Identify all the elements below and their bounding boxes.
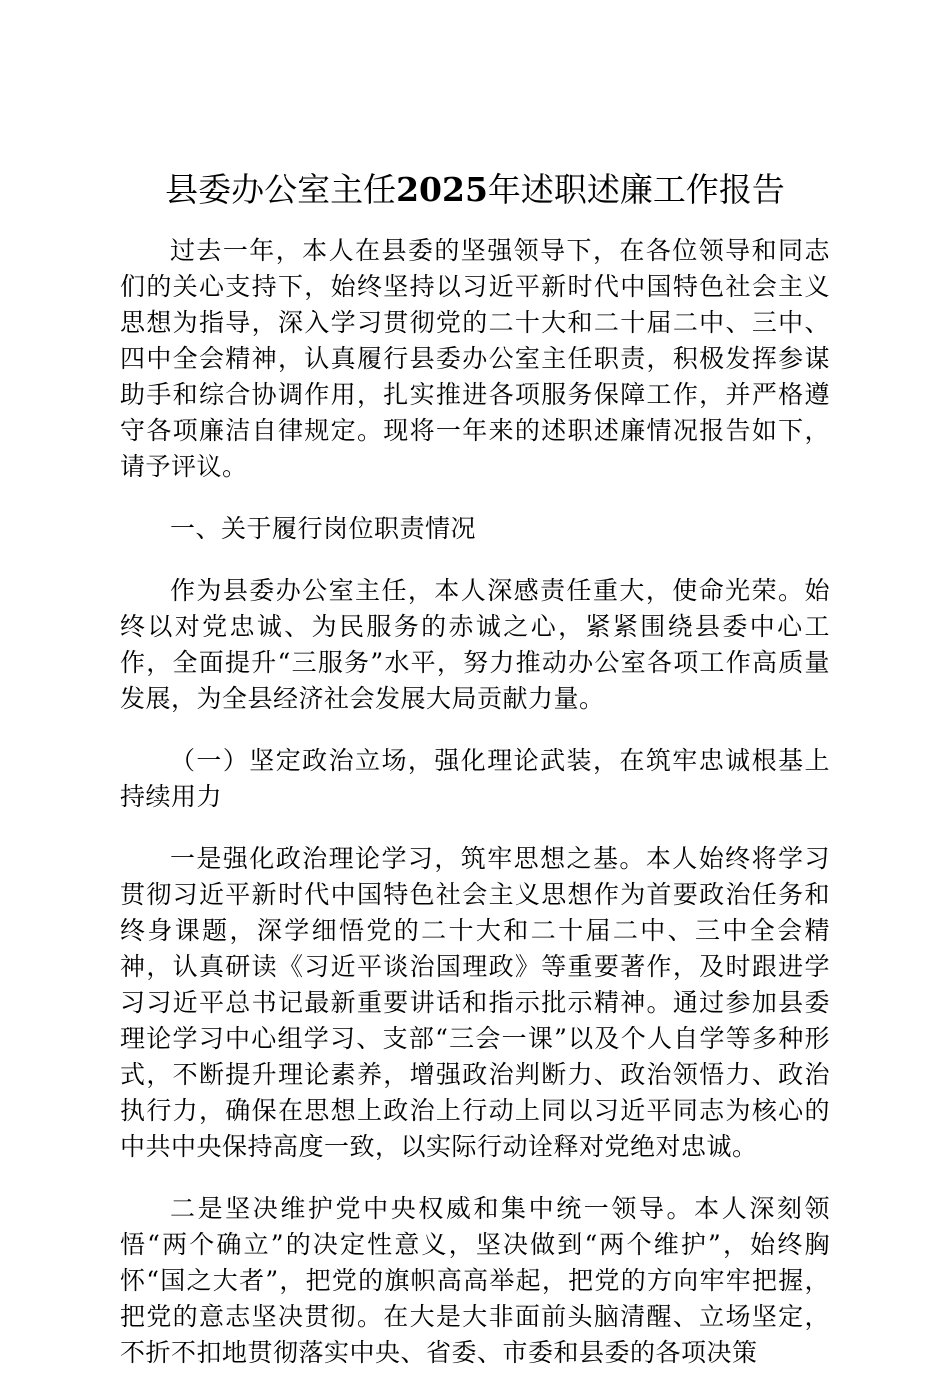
section-intro-paragraph: 作为县委办公室主任，本人深感责任重大，使命光荣。始终以对党忠诚、为民服务的赤诚之心，紧紧围绕县委中心工作，全面提升“三服务”水平，努力推动办公室各项工作高质量发展，为全县经济社会发展大局贡献力量。 — [120, 576, 830, 713]
subsection-heading-political: （一）坚定政治立场，强化理论武装，在筑牢忠诚根基上持续用力 — [120, 746, 830, 811]
body-paragraph-central-authority: 二是坚决维护党中央权威和集中统一领导。本人深刻领悟“两个确立”的决定性意义，坚决做到“两个维护”，始终胸怀“国之大者”，把党的旗帜高高举起，把党的方向牢牢把握，把党的意志坚决贯彻。在大是大非面前头脑清醒、立场坚定，不折不扣地贯彻落实中央、省委、市委和县委的各项决策 — [120, 1194, 830, 1367]
document-title — [0, 164, 950, 216]
title-year: 2025 — [396, 170, 488, 209]
title-prefix: 县委办公室主任 — [165, 170, 397, 209]
intro-paragraph: 过去一年，本人在县委的坚强领导下，在各位领导和同志们的关心支持下，始终坚持以习近平新时代中国特色社会主义思想为指导，深入学习贯彻党的二十大和二十届二中、三中、四中全会精神，认真履行县委办公室主任职责，积极发挥参谋助手和综合协调作用，扎实推进各项服务保障工作，并严格遵守各项廉洁自律规定。现将一年来的述职述廉情况报告如下，请予评议。 — [120, 236, 830, 481]
title-suffix: 年述职述廉工作报告 — [487, 170, 785, 209]
section-heading-duties: 一、关于履行岗位职责情况 — [170, 514, 477, 543]
document-body — [120, 233, 830, 1397]
body-paragraph-theory-study: 一是强化政治理论学习，筑牢思想之基。本人始终将学习贯彻习近平新时代中国特色社会主义思想作为首要政治任务和终身课题，深学细悟党的二十大和二十届二中、三中全会精神，认真研读《习近平谈治国理政》等重要著作，及时跟进学习习近平总书记最新重要讲话和指示批示精神。通过参加县委理论学习中心组学习、支部“三会一课”以及个人自学等多种形式，不断提升理论素养，增强政治判断力、政治领悟力、政治执行力，确保在思想上政治上行动上同以习近平同志为核心的中共中央保持高度一致，以实际行动诠释对党绝对忠诚。 — [120, 844, 830, 1161]
